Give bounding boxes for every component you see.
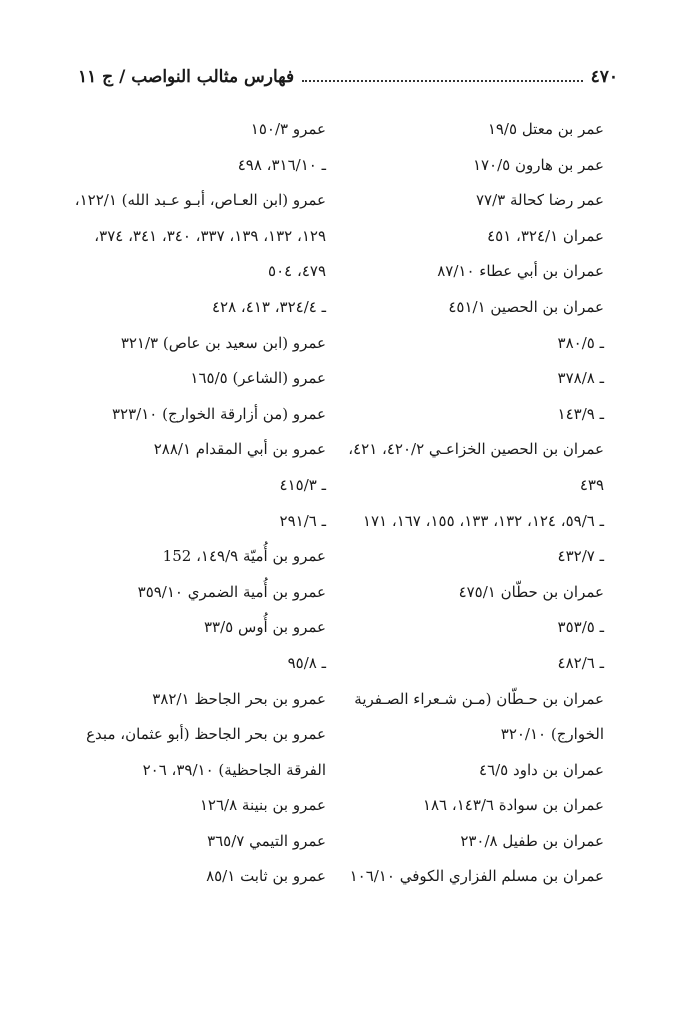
index-entry: ١٢٩، ١٣٢، ١٣٩، ٣٣٧، ٣٤٠، ٣٤١، ٣٧٤، <box>94 226 326 245</box>
index-entry: عمران بن سوادة ١٤٣/٦، ١٨٦ <box>422 796 604 815</box>
running-head <box>78 62 618 92</box>
index-entry: عمرو (ابن سعيد بن عاص) ٣٢١/٣ <box>120 333 326 352</box>
index-entry: عمرو التيمي ٣٦٥/٧ <box>207 831 326 850</box>
index-entry: عمرو (الشاعر) ١٦٥/٥ <box>190 369 326 388</box>
index-entry: ـ ٣٨٠/٥ <box>557 333 604 352</box>
index-entry: عمرو بن بنينة ١٢٦/٨ <box>199 796 326 815</box>
index-entry: ـ ٣٧٨/٨ <box>557 369 604 388</box>
index-entry: ـ ٩٥/٨ <box>287 653 326 672</box>
page-number: ٤٧٠ <box>590 67 618 87</box>
index-entry: ـ ٤١٥/٣ <box>279 475 326 494</box>
index-entry: عمران بن الحصين ٤٥١/١ <box>448 297 604 316</box>
index-entry: ـ ٣١٦/١٠، ٤٩٨ <box>237 155 326 174</box>
index-entry: ـ ٥٩/٦، ١٢٤، ١٣٢، ١٣٣، ١٥٥، ١٦٧، ١٧١ <box>362 511 604 530</box>
index-entry: عمرو بن أبي المقدام ٢٨٨/١ <box>153 440 326 459</box>
index-entry: عمرو ١٥٠/٣ <box>250 120 326 138</box>
index-entry: عمر بن معتل ١٩/٥ <box>487 120 604 138</box>
index-entry: عمرو (ابن العـاص، أبـو عـبد الله) ١٢٢/١، <box>74 191 326 210</box>
index-entry: عمرو بن أُمية الضمري ٣٥٩/١٠ <box>137 582 326 601</box>
index-entry: عمرو بن بحر الجاحظ ٣٨٢/١ <box>152 689 326 708</box>
dotted-leader <box>302 80 582 82</box>
index-entry: عمران بن داود ٤٦/٥ <box>479 760 604 779</box>
index-entry: عمران بن طفيل ٢٣٠/٨ <box>460 831 604 850</box>
index-entry: ـ ٣٢٤/٤، ٤١٣، ٤٢٨ <box>211 297 326 316</box>
index-entry: عمران بن مسلم الفزاري الكوفي ١٠٦/١٠ <box>349 867 604 886</box>
running-head-title: فهارس مثالب النواصب / ج ١١ <box>78 67 295 87</box>
index-entry: عمرو بن أُوس ٣٣/٥ <box>204 618 326 637</box>
index-entry: عمرو بن بحر الجاحظ (أبو عثمان، مبدع <box>86 725 326 744</box>
index-entry: عمران بن أبي عطاء ٨٧/١٠ <box>437 262 604 281</box>
index-entry: ٤٣٩ <box>579 475 604 494</box>
index-entry: عمرو (من أزارقة الخوارج) ٣٢٣/١٠ <box>111 404 326 423</box>
index-entry: عمرو بن ثابت ٨٥/١ <box>206 867 326 886</box>
index-entry: ٤٧٩، ٥٠٤ <box>268 262 326 281</box>
index-entry: عمران ٣٢٤/١، ٤٥١ <box>487 226 604 245</box>
index-entry: عمران بن حطّان ٤٧٥/١ <box>458 582 604 601</box>
right-column <box>342 112 604 895</box>
index-entry: ـ ٢٩١/٦ <box>279 511 326 530</box>
index-entry: عمر بن هارون ١٧٠/٥ <box>472 155 604 174</box>
index-entry: ـ ٣٥٣/٥ <box>557 618 604 637</box>
index-columns <box>76 112 604 895</box>
index-entry: عمرو بن أُميّة ١٤٩/٩، 152 <box>162 547 326 566</box>
index-entry: ـ ٤٣٢/٧ <box>557 547 604 566</box>
index-entry: عمران بن الحصين الخزاعـي ٤٢٠/٢، ٤٢١، <box>348 440 604 459</box>
index-entry: الفرقة الجاحظية) ٣٩/١٠، ٢٠٦ <box>142 760 326 779</box>
index-entry: الخوارج) ٣٢٠/١٠ <box>500 725 604 744</box>
index-entry: ـ ١٤٣/٩ <box>557 404 604 423</box>
index-entry: ـ ٤٨٢/٦ <box>557 653 604 672</box>
index-entry: عمر رضا كحالة ٧٧/٣ <box>476 191 604 210</box>
index-entry: عمران بن حـطّان (مـن شـعراء الصـفرية <box>354 689 604 708</box>
left-column <box>76 112 326 895</box>
